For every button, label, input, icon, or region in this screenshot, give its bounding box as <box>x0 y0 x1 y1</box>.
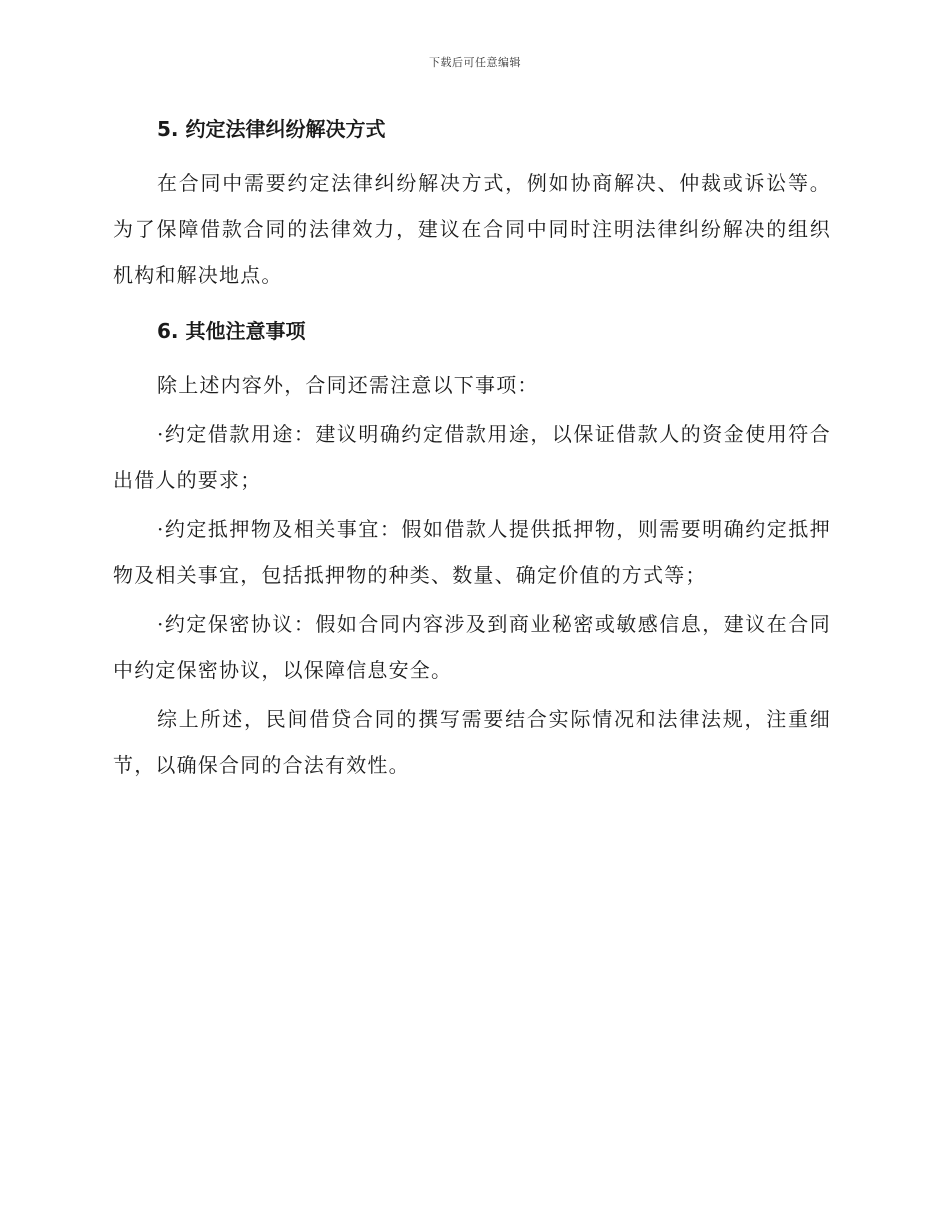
document-body <box>113 112 831 788</box>
paragraph-other-notes-intro: 除上述内容外，合同还需注意以下事项： <box>157 373 539 397</box>
list-item-loan-purpose: ·约定借款用途：建议明确约定借款用途，以保证借款人的资金使用符合出借人的要求； <box>113 422 831 492</box>
page-header: 下载后可任意编辑 <box>429 56 521 69</box>
section-heading-other-notes: 6. 其他注意事项 <box>157 319 306 343</box>
section-heading-dispute-resolution: 5. 约定法律纠纷解决方式 <box>157 117 386 141</box>
list-item-confidentiality: ·约定保密协议：假如合同内容涉及到商业秘密或敏感信息，建议在合同中约定保密协议，以保障信息安全。 <box>113 612 831 682</box>
list-item-collateral: ·约定抵押物及相关事宜：假如借款人提供抵押物，则需要明确约定抵押物及相关事宜，包括抵押物的种类、数量、确定价值的方式等； <box>113 517 831 587</box>
paragraph-conclusion: 综上所述，民间借贷合同的撰写需要结合实际情况和法律法规，注重细节，以确保合同的合法有效性。 <box>113 707 831 777</box>
paragraph-dispute-resolution: 在合同中需要约定法律纠纷解决方式，例如协商解决、仲裁或诉讼等。为了保障借款合同的法律效力，建议在合同中同时注明法律纠纷解决的组织机构和解决地点。 <box>113 171 831 287</box>
